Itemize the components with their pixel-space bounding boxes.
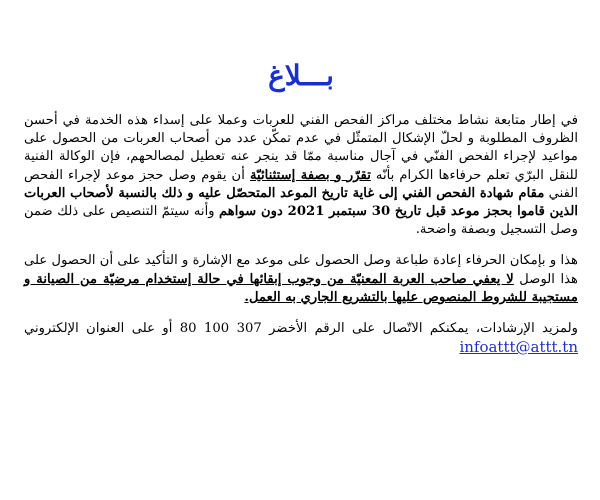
paragraph-main-bold-1: تقرّر و بصفة إستثنائيّة (249, 167, 371, 183)
paragraph-note-text: هذا و بإمكان الحرفاء إعادة طباعة وصل الحصول على موعد مع الإشارة و التأكيد على أن الحصول على هذا الوصل (24, 253, 578, 287)
paragraph-main-text-3: وأنه سيتمّ التنصيص على ذلك ضمن وصل التسجيل وبصفة واضحة. (24, 204, 578, 238)
email-link[interactable]: infoattt@attt.tn (459, 338, 578, 357)
paragraph-contact (24, 320, 578, 358)
announcement-title: بـــلاغ (268, 59, 334, 92)
paragraph-main-text-2: أن يقوم وصل حجز موعد لإجراء الفحص الفني (24, 167, 578, 201)
paragraph-note (24, 252, 578, 307)
paragraph-main (24, 112, 578, 239)
paragraph-contact-text: ولمزيد الإرشادات، يمكنكم الاتّصال على الرقم الأخضر 307 100 80 أو على العنوان الإلكتروني (24, 321, 579, 337)
paragraph-main-text-1: في إطار متابعة نشاط مختلف مراكز الفحص الفني للعربات وعملا على إسداء هذه الخدمة في أحسن الظروف المطلوبة و لحلّ الإشكال المتمثّل في عدم تمكّن عدد من أصحاب العربات من الحصول على مواعيد لإجراء الفحص الفنّي في آجال مناسبة ممّا قد ينجر عنه تعطيل لمصالحهم، فإن الوكالة الفنية للنقل البرّي تعلم حرفاءها الكرام بأنّه (24, 113, 578, 183)
paragraph-note-bold: لا يعفي صاحب العربة المعنيّة من وجوب إبقائها في حالة إستخدام مرضيّة من الصيانة و مستجيبة للشروط المنصوص عليها بالتشريع الجاري به العمل. (24, 271, 578, 305)
paragraph-main-bold-2: مقام شهادة الفحص الفني إلى غاية تاريخ الموعد المتحصّل عليه و ذلك بالنسبة لأصحاب العربات الذين قاموا بحجز موعد قبل تاريخ 30 سبتمبر 2021 دون سواهم (24, 185, 578, 220)
